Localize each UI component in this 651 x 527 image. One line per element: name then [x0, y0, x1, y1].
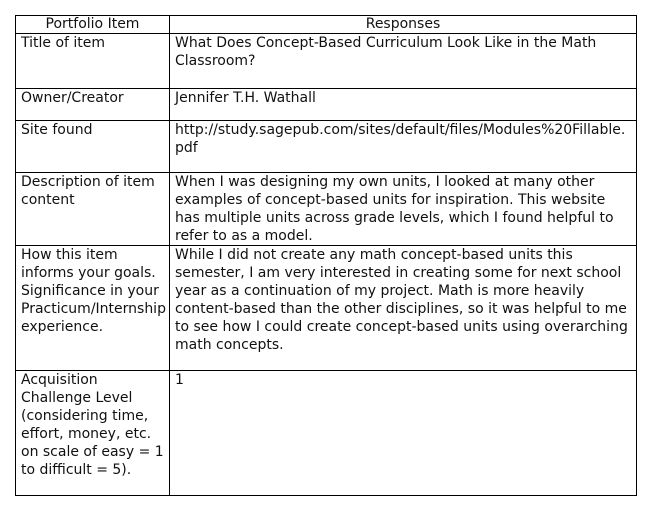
header-row: [16, 16, 637, 34]
row-label-goals: How this item informs your goals. Significance in your Practicum/Internship experience.: [16, 246, 170, 371]
row-label-site: Site found: [16, 121, 170, 173]
row-value-description: When I was designing my own units, I looked at many other examples of concept-based units for inspiration. This website has multiple units across grade levels, which I found helpful to refer to as a model.: [170, 173, 637, 246]
row-value-acquisition: 1: [170, 371, 637, 496]
table-row: [16, 371, 637, 496]
table-row: [16, 89, 637, 121]
row-label-description: Description of item content: [16, 173, 170, 246]
row-label-title: Title of item: [16, 34, 170, 89]
row-value-goals: While I did not create any math concept-based units this semester, I am very interested in creating some for next school year as a continuation of my project. Math is more heavily content-based than the other disciplines, so it was helpful to me to see how I could create concept-based units using overarching math concepts.: [170, 246, 637, 371]
table-row: [16, 246, 637, 371]
table-row: [16, 173, 637, 246]
header-portfolio-item: Portfolio Item: [16, 16, 170, 34]
row-value-site-url: http://study.sagepub.com/sites/default/files/Modules%20Fillable.pdf: [170, 121, 637, 173]
header-responses: Responses: [170, 16, 637, 34]
row-label-acquisition: Acquisition Challenge Level (considering time, effort, money, etc. on scale of easy = 1 to difficult = 5).: [16, 371, 170, 496]
row-label-owner: Owner/Creator: [16, 89, 170, 121]
row-value-title: What Does Concept-Based Curriculum Look Like in the Math Classroom?: [170, 34, 637, 89]
portfolio-table: [15, 15, 637, 496]
table-row: [16, 34, 637, 89]
table-row: [16, 121, 637, 173]
row-value-owner: Jennifer T.H. Wathall: [170, 89, 637, 121]
